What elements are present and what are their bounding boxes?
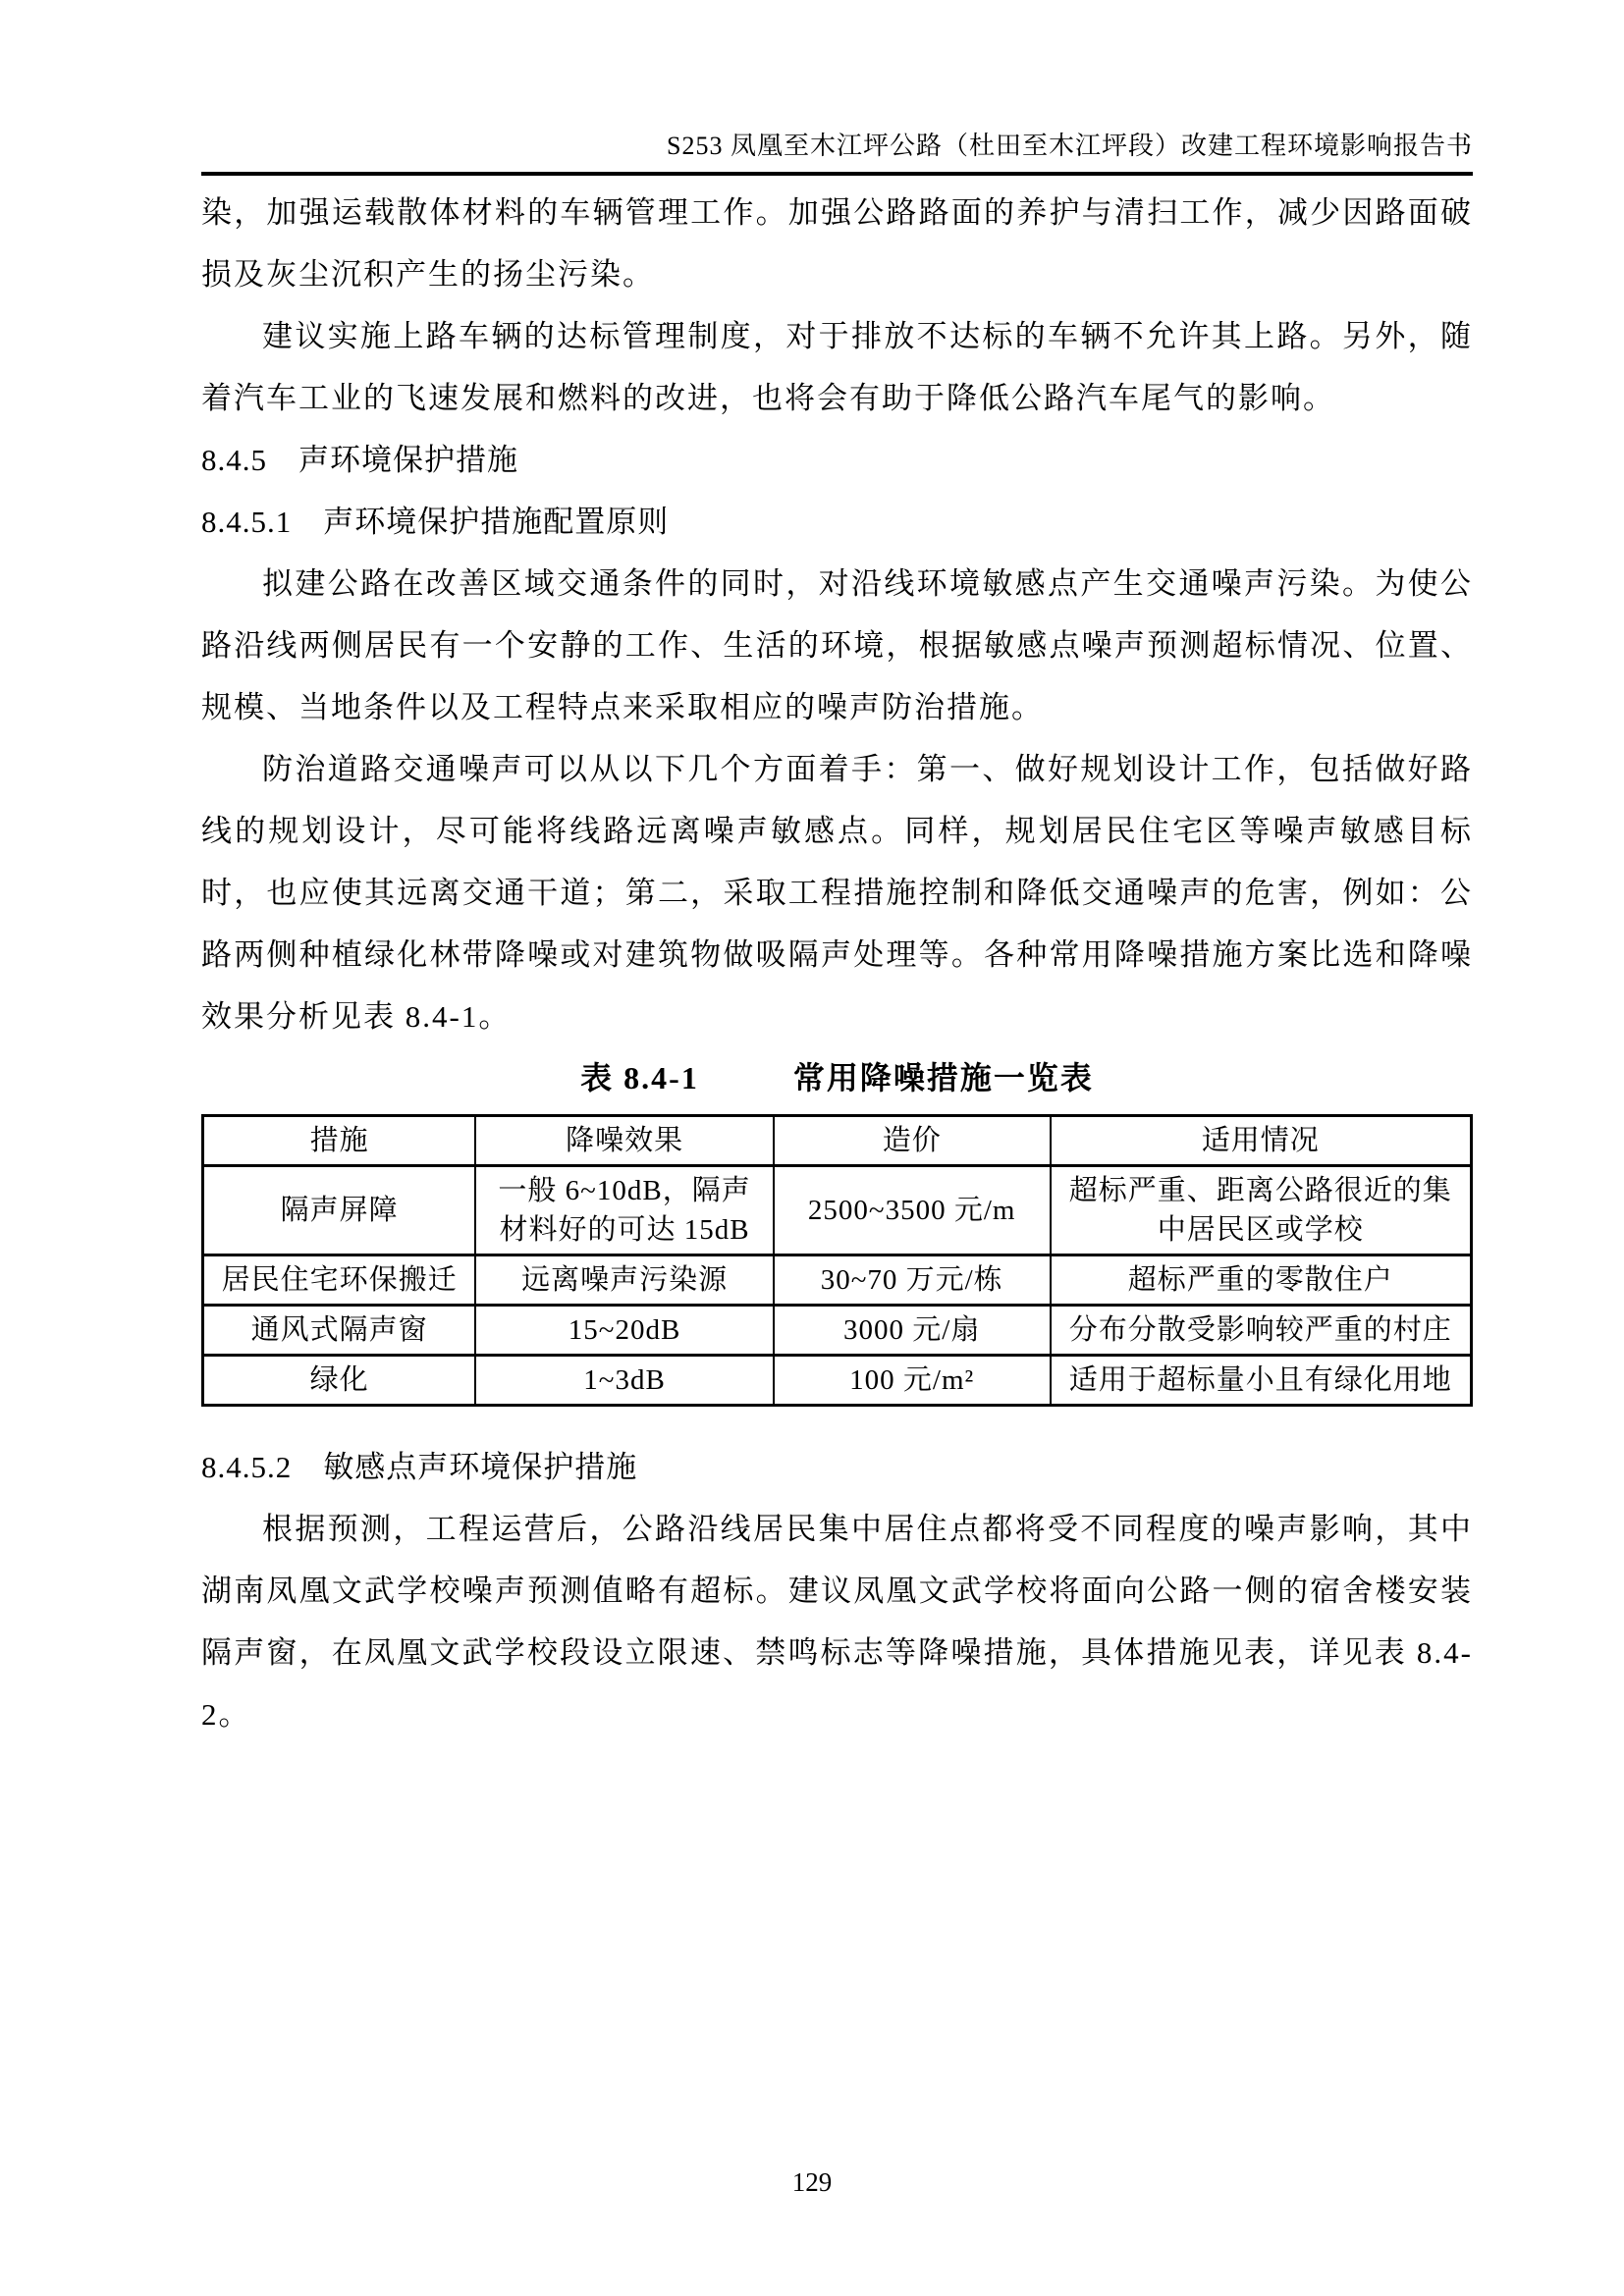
table-cell: 分布分散受影响较严重的村庄 xyxy=(1051,1306,1472,1356)
header-rule xyxy=(201,172,1473,176)
heading-8-4-5-1 xyxy=(201,491,1473,553)
table-cell: 一般 6~10dB，隔声材料好的可达 15dB xyxy=(475,1166,774,1255)
table-cell: 通风式隔声窗 xyxy=(203,1306,476,1356)
table-caption-label: 表 8.4-1 xyxy=(580,1060,699,1095)
table-caption xyxy=(201,1055,1473,1100)
table-header-row xyxy=(203,1116,1472,1166)
heading-title: 敏感点声环境保护措施 xyxy=(323,1450,638,1484)
paragraph-noise-principles: 拟建公路在改善区域交通条件的同时，对沿线环境敏感点产生交通噪声污染。为使公路沿线两侧居民有一个安静的工作、生活的环境，根据敏感点噪声预测超标情况、位置、规模、当地条件以及工程特点来采取相应的噪声防治措施。 xyxy=(201,566,1473,724)
table-row-sound-barrier xyxy=(203,1166,1472,1255)
column-header-measure: 措施 xyxy=(203,1116,476,1166)
heading-title: 声环境保护措施配置原则 xyxy=(323,505,670,539)
table-caption-title: 常用降噪措施一览表 xyxy=(792,1060,1094,1095)
heading-title: 声环境保护措施 xyxy=(298,443,518,477)
table-cell: 100 元/m² xyxy=(774,1356,1051,1406)
table-cell: 居民住宅环保搬迁 xyxy=(203,1255,476,1306)
table-cell: 超标严重、距离公路很近的集中居民区或学校 xyxy=(1051,1166,1472,1255)
heading-number: 8.4.5.1 xyxy=(201,505,293,539)
table-cell: 15~20dB xyxy=(475,1306,774,1356)
table-cell: 绿化 xyxy=(203,1356,476,1406)
table-row-greening xyxy=(203,1356,1472,1406)
column-header-effect: 降噪效果 xyxy=(475,1116,774,1166)
page-number: 129 xyxy=(791,2167,833,2197)
table-cell: 30~70 万元/栋 xyxy=(774,1255,1051,1306)
heading-8-4-5-2 xyxy=(201,1436,1473,1498)
table-row-relocation xyxy=(203,1255,1472,1306)
table-cell: 适用于超标量小且有绿化用地 xyxy=(1051,1356,1472,1406)
table-cell: 2500~3500 元/m xyxy=(774,1166,1051,1255)
column-header-cost: 造价 xyxy=(774,1116,1051,1166)
table-cell: 远离噪声污染源 xyxy=(475,1255,774,1306)
paragraph-noise-prevention: 防治道路交通噪声可以从以下几个方面着手：第一、做好规划设计工作，包括做好路线的规划设计，尽可能将线路远离噪声敏感点。同样，规划居民住宅区等噪声敏感目标时，也应使其远离交通干道；第二，采取工程措施控制和降低交通噪声的危害，例如：公路两侧种植绿化林带降噪或对建筑物做吸隔声处理等。各种常用降噪措施方案比选和降噪效果分析见表 8.4-1。 xyxy=(201,752,1473,1034)
paragraph-dust-control: 染，加强运载散体材料的车辆管理工作。加强公路路面的养护与清扫工作，减少因路面破损及灰尘沉积产生的扬尘污染。 xyxy=(201,195,1473,292)
table-cell: 隔声屏障 xyxy=(203,1166,476,1255)
heading-number: 8.4.5.2 xyxy=(201,1450,293,1484)
paragraph-sensitive-points: 根据预测，工程运营后，公路沿线居民集中居住点都将受不同程度的噪声影响，其中湖南凤凰文武学校噪声预测值略有超标。建议凤凰文武学校将面向公路一侧的宿舍楼安装隔声窗，在凤凰文武学校段设立限速、禁鸣标志等降噪措施，具体措施见表，详见表 8.4-2。 xyxy=(201,1512,1473,1732)
heading-number: 8.4.5 xyxy=(201,443,267,477)
table-row-ventilated-window xyxy=(203,1306,1472,1356)
running-header: S253 凤凰至木江坪公路（杜田至木江坪段）改建工程环境影响报告书 xyxy=(667,132,1473,160)
paragraph-vehicle-standards: 建议实施上路车辆的达标管理制度，对于排放不达标的车辆不允许其上路。另外，随着汽车工业的飞速发展和燃料的改进，也将会有助于降低公路汽车尾气的影响。 xyxy=(201,319,1473,415)
table-cell: 3000 元/扇 xyxy=(774,1306,1051,1356)
column-header-applicability: 适用情况 xyxy=(1051,1116,1472,1166)
heading-8-4-5 xyxy=(201,429,1473,491)
page-content xyxy=(201,0,1473,1745)
table-cell: 超标严重的零散住户 xyxy=(1051,1255,1472,1306)
table-cell: 1~3dB xyxy=(475,1356,774,1406)
noise-measures-table xyxy=(201,1114,1473,1407)
